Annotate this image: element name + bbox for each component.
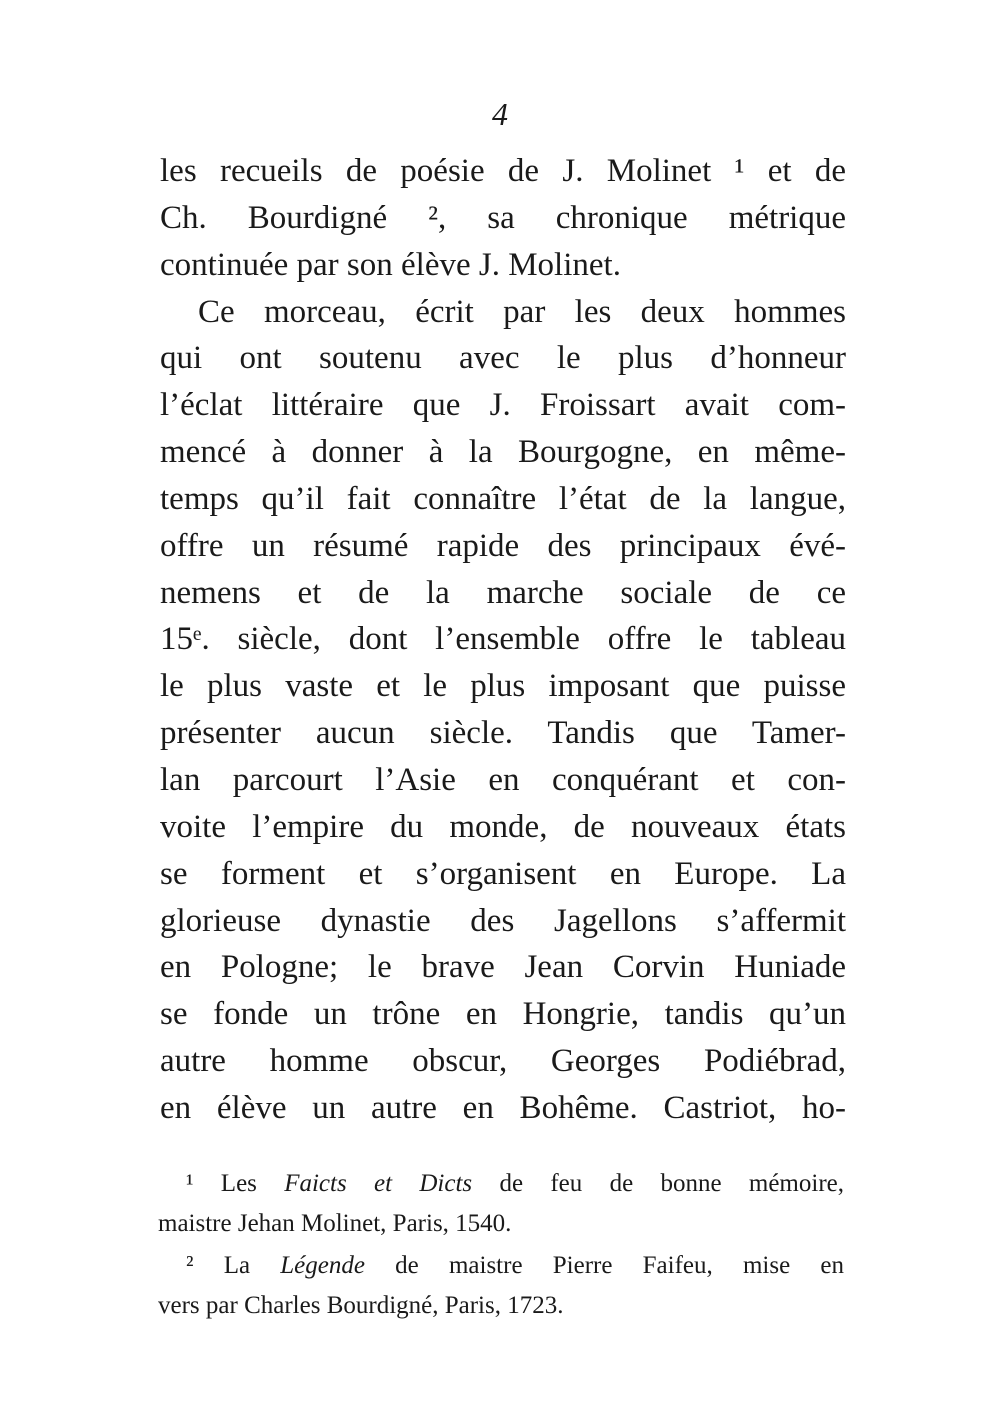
footnote-text: de feu de bonne mémoire,	[472, 1170, 844, 1197]
footnote-title: Légende	[280, 1252, 365, 1279]
footnote-2-line-1	[158, 1246, 844, 1286]
text-line: mencé à donner à la Bourgogne, en même-	[160, 434, 846, 471]
footnote-text: de maistre Pierre Faifeu, mise en	[364, 1252, 844, 1279]
text-line: continuée par son élève J. Molinet.	[160, 246, 621, 283]
text-line: présenter aucun siècle. Tandis que Tamer-	[160, 715, 846, 752]
text-line: offre un résumé rapide des principaux évé-	[160, 527, 846, 564]
text-line: l’éclat littéraire que J. Froissart avait com-	[160, 387, 846, 424]
text-line: en élève un autre en Bohême. Castriot, ho-	[160, 1089, 846, 1126]
body-text	[160, 148, 846, 1132]
footnote-text: ¹ Les	[186, 1170, 285, 1197]
text-line: nemens et de la marche sociale de ce	[160, 574, 846, 611]
footnotes	[158, 1164, 844, 1326]
text-line: glorieuse dynastie des Jagellons s’affermit	[160, 902, 846, 939]
footnote-title: Faicts et Dicts	[284, 1170, 473, 1197]
text-line: se fonde un trône en Hongrie, tandis qu’un	[160, 996, 846, 1033]
footnote-2-line-2: vers par Charles Bourdigné, Paris, 1723.	[158, 1292, 564, 1319]
text-line: les recueils de poésie de J. Molinet ¹ et de	[160, 153, 846, 189]
text-line: se forment et s’organisent en Europe. La	[160, 855, 846, 892]
text-line: temps qu’il fait connaître l’état de la langue,	[160, 480, 846, 517]
text-line: autre homme obscur, Georges Podiébrad,	[160, 1043, 846, 1080]
text-line: qui ont soutenu avec le plus d’honneur	[160, 340, 846, 377]
text-line: Ch. Bourdigné ², sa chronique métrique	[160, 199, 846, 236]
footnote-1-line-2: maistre Jehan Molinet, Paris, 1540.	[158, 1210, 512, 1237]
text-line: lan parcourt l’Asie en conquérant et con-	[160, 761, 846, 798]
text-line: voite l’empire du monde, de nouveaux états	[160, 808, 846, 845]
footnote-text: ² La	[186, 1252, 281, 1279]
page-number: 4	[492, 96, 508, 132]
text-line: le plus vaste et le plus imposant que puisse	[160, 668, 846, 705]
footnote-1-line-1	[158, 1164, 844, 1204]
text-line: Ce morceau, écrit par les deux hommes	[198, 293, 846, 330]
text-line: 15ᵉ. siècle, dont l’ensemble offre le tableau	[160, 621, 846, 658]
text-line: en Pologne; le brave Jean Corvin Huniade	[160, 949, 846, 986]
